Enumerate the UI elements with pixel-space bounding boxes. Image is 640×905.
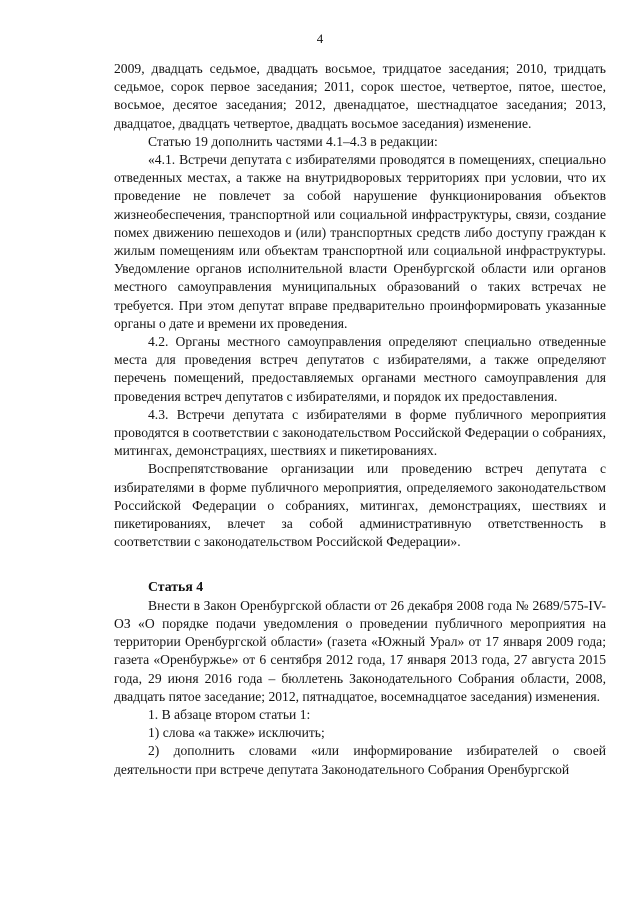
section-spacer bbox=[114, 551, 606, 578]
paragraph-obstruction: Воспрепятствование организации или проведению встреч депутата с избирателями в форме публичного мероприятия, определяемого законодательством Российской Федерации о собраниях, митингах, демонстрациях, шествиях и пикетированиях, влечет за собой административную ответственность в соответствии с законодательством Российской Федерации». bbox=[114, 461, 606, 550]
paragraph-part-4-1: «4.1. Встречи депутата с избирателями проводятся в помещениях, специально отведенных местах, а также на внутридворовых территориях при условии, что их проведение не повлечет за собой нарушение функционирования объектов жизнеобеспечения, транспортной или социальной инфраструктуры, связи, создание помех движению пешеходов и (или) транспортных средств либо доступу граждан к жилым помещениям или объектам транспортной или социальной инфраструктуры. Уведомление органов исполнительной власти Оренбургской области или органов местного самоуправления муниципальных образований о таких встречах не требуется. При этом депутат вправе предварительно проинформировать указанные органы о дате и времени их проведения. bbox=[114, 152, 606, 331]
document-body bbox=[114, 60, 606, 779]
paragraph-subitem-1: 1) слова «а также» исключить; bbox=[148, 725, 325, 741]
paragraph-article-19-intro: Статью 19 дополнить частями 4.1–4.3 в редакции: bbox=[148, 133, 438, 149]
paragraph-part-4-3: 4.3. Встречи депутата с избирателями в форме публичного мероприятия проводятся в соответствии с законодательством Российской Федерации о собраниях, митингах, демонстрациях, шествиях и пикетированиях. bbox=[114, 406, 606, 459]
paragraph-item-1: 1. В абзаце втором статьи 1: bbox=[148, 706, 311, 722]
page-number: 4 bbox=[316, 31, 324, 46]
paragraph-article-4-intro: Внести в Закон Оренбургской области от 26 декабря 2008 года № 2689/575-IV-ОЗ «О порядке подачи уведомления о проведении публичного мероприятия на территории Оренбургской области» (газета «Южный Урал» от 17 января 2009 года; газета «Оренбуржье» от 6 сентября 2012 года, 17 января 2013 года, 27 августа 2015 года, 29 июня 2016 года – бюллетень Законодательного Собрания области, 2008, двадцать пятое заседание; 2012, пятнадцатое, восемнадцатое заседания) изменения. bbox=[114, 597, 606, 704]
paragraph-part-4-2: 4.2. Органы местного самоуправления определяют специально отведенные места для проведения встреч депутатов с избирателями, а также определяют перечень помещений, предоставляемых органами местного самоуправления для проведения встреч депутатов с избирателями, и порядок их предоставления. bbox=[114, 334, 606, 404]
paragraph-continuation: 2009, двадцать седьмое, двадцать восьмое, тридцатое заседания; 2010, тридцать седьмое, сорок первое заседания; 2011, сорок шестое, четвертое, пятое, шестое, восьмое, десятое заседания; 2012, двенадцатое, шестнадцатое заседания; 2013, двадцатое, двадцать четвертое, двадцать восьмое заседания) изменение. bbox=[114, 61, 606, 131]
paragraph-subitem-2: 2) дополнить словами «или информирование избирателей о своей деятельности при встрече депутата Законодательного Собрания Оренбургской bbox=[114, 743, 606, 777]
article-heading: Статья 4 bbox=[148, 579, 204, 595]
